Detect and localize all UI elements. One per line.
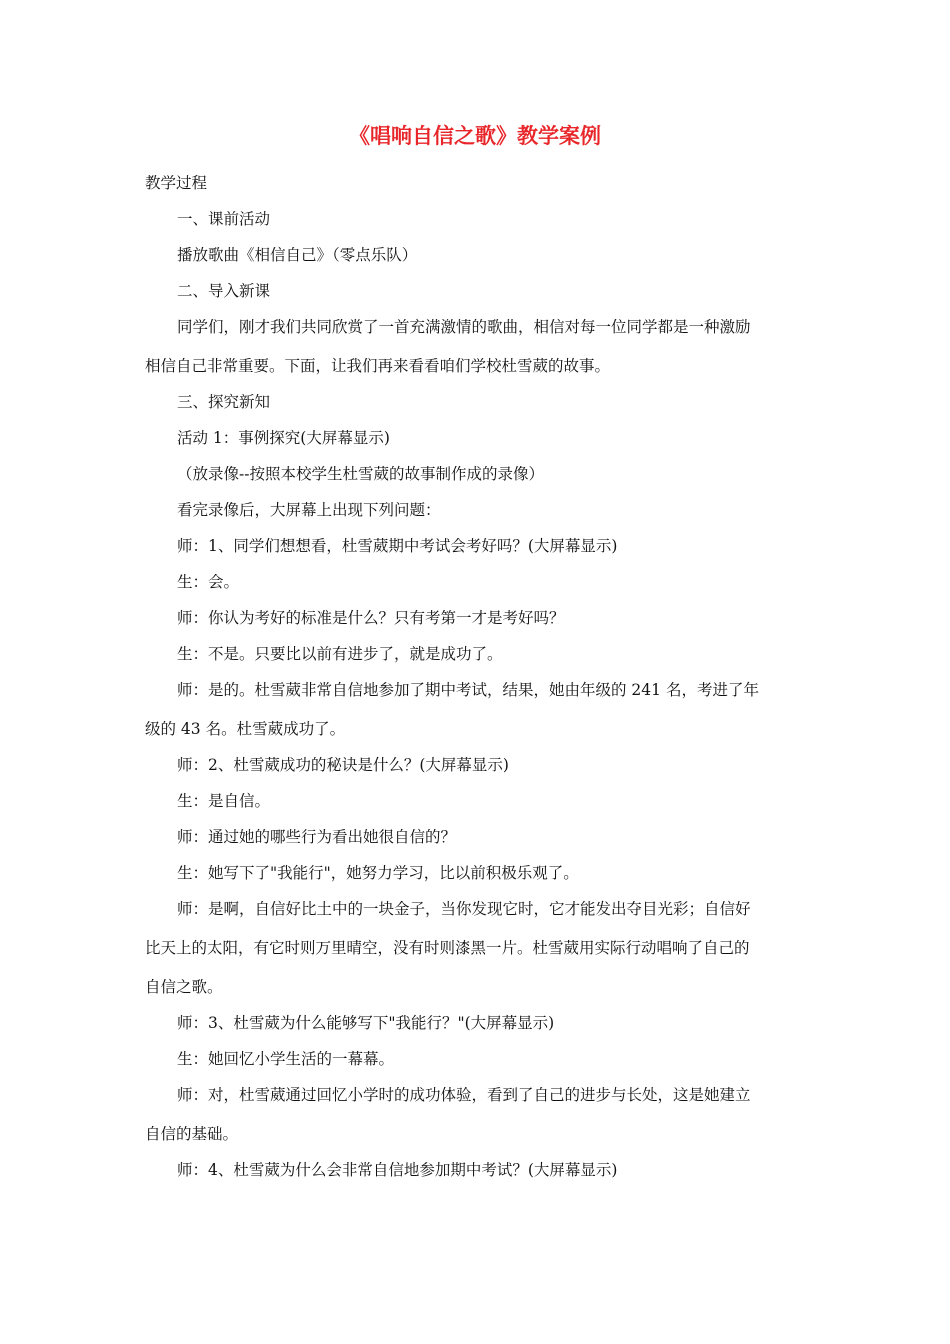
paragraph-line: 相信自己非常重要。下面，让我们再来看看咱们学校杜雪葳的故事。 [145, 357, 611, 375]
paragraph [145, 314, 807, 380]
paragraph-line: 同学们，刚才我们共同欣赏了一首充满激情的歌曲，相信对每一位同学都是一种激励 [177, 318, 751, 336]
paragraph: （放录像--按照本校学生杜雪葳的故事制作成的录像） [177, 465, 544, 483]
heading-pre-class-activity: 一、课前活动 [177, 210, 271, 228]
paragraph-line: 比天上的太阳，有它时则万里晴空，没有时则漆黑一片。杜雪葳用实际行动唱响了自己的 [145, 939, 750, 957]
dialogue-line: 师：2、杜雪葳成功的秘诀是什么？(大屏幕显示) [177, 756, 509, 774]
dialogue-line: 生：她写下了"我能行"，她努力学习，比以前积极乐观了。 [177, 864, 579, 882]
dialogue-line: 师：3、杜雪葳为什么能够写下"我能行？"(大屏幕显示) [177, 1014, 555, 1032]
dialogue-line: 生：她回忆小学生活的一幕幕。 [177, 1050, 395, 1068]
paragraph-line: 师：是的。杜雪葳非常自信地参加了期中考试，结果，她由年级的 241 名，考进了年 [177, 681, 759, 699]
paragraph: 活动 1：事例探究(大屏幕显示) [177, 429, 390, 447]
dialogue-paragraph [145, 677, 807, 743]
dialogue-line: 师：4、杜雪葳为什么会非常自信地参加期中考试？(大屏幕显示) [177, 1161, 618, 1179]
section-heading: 教学过程 [145, 174, 208, 192]
paragraph-line: 师：对，杜雪葳通过回忆小学时的成功体验，看到了自己的进步与长处，这是她建立 [177, 1086, 751, 1104]
paragraph: 播放歌曲《相信自己》（零点乐队） [177, 246, 418, 264]
dialogue-line: 师：你认为考好的标准是什么？只有考第一才是考好吗？ [177, 609, 565, 627]
document-title: 《唱响自信之歌》教学案例 [349, 124, 601, 148]
paragraph-line: 自信之歌。 [145, 978, 223, 996]
dialogue-line: 生：会。 [177, 573, 240, 591]
paragraph-line: 级的 43 名。杜雪葳成功了。 [145, 720, 346, 738]
dialogue-line: 生：是自信。 [177, 792, 271, 810]
dialogue-paragraph [145, 1082, 807, 1148]
dialogue-paragraph [145, 896, 807, 1001]
document-body [145, 170, 807, 1184]
heading-introduce-lesson: 二、导入新课 [177, 282, 271, 300]
paragraph-line: 自信的基础。 [145, 1125, 239, 1143]
dialogue-line: 生：不是。只要比以前有进步了，就是成功了。 [177, 645, 503, 663]
dialogue-line: 师：1、同学们想想看，杜雪葳期中考试会考好吗？(大屏幕显示) [177, 537, 618, 555]
dialogue-line: 师：通过她的哪些行为看出她很自信的？ [177, 828, 457, 846]
heading-explore-new-knowledge: 三、探究新知 [177, 393, 271, 411]
paragraph: 看完录像后，大屏幕上出现下列问题： [177, 501, 441, 519]
paragraph-line: 师：是啊，自信好比土中的一块金子，当你发现它时，它才能发出夺目光彩；自信好 [177, 900, 751, 918]
